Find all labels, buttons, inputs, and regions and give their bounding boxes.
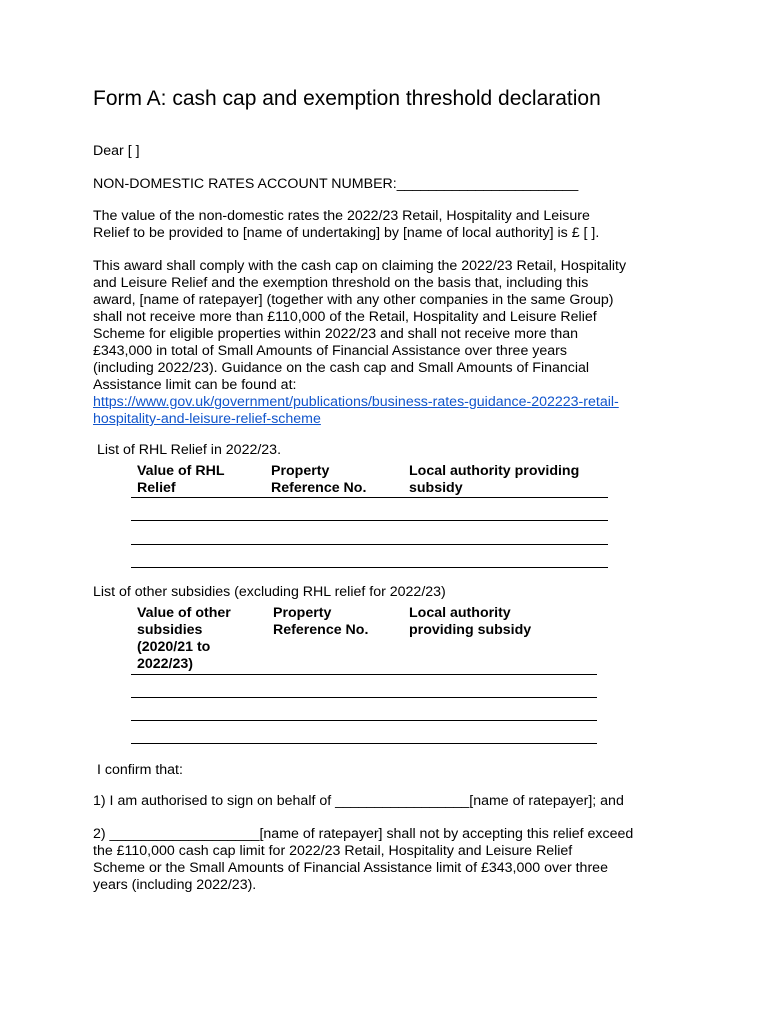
rhl-entry-line[interactable] [131,520,608,521]
award-paragraph-line: award, [name of ratepayer] (together with any other companies in the same Group) [93,292,614,308]
guidance-link-line[interactable]: https://www.gov.uk/government/publications/business-rates-guidance-202223-retail- [93,394,619,410]
rhl-header-rule [131,497,608,498]
value-paragraph-line: Relief to be provided to [name of undertaking] by [name of local authority] is £ [ ]. [93,225,600,241]
header-line: subsidy [409,480,463,496]
award-paragraph-line: Scheme for eligible properties within 2022/23 and shall not receive more than [93,326,579,342]
rhl-header-authority [409,463,579,497]
header-line: subsidies [137,622,203,638]
award-paragraph-line: and Leisure Relief and the exemption threshold on the basis that, including this [93,275,589,291]
rhl-table-caption: List of RHL Relief in 2022/23. [97,442,282,458]
other-table-caption: List of other subsidies (excluding RHL relief for 2022/23) [93,584,446,600]
confirm-statement-1: 1) I am authorised to sign on behalf of _________________[name of ratepayer]; and [93,793,624,809]
confirm-statement-2-line: years (including 2022/23). [93,877,257,893]
award-paragraph-line: £343,000 in total of Small Amounts of Financial Assistance over three years [93,343,567,359]
award-paragraph-line: shall not receive more than £110,000 of the Retail, Hospitality and Leisure Relief [93,309,597,325]
header-line: Reference No. [273,622,369,638]
header-line: (2020/21 to [137,639,211,655]
other-header-property [273,605,368,639]
confirm-statement-2-line: 2) ___________________[name of ratepayer] shall not by accepting this relief exceed [93,826,634,842]
other-entry-line[interactable] [131,743,597,744]
guidance-link[interactable] [93,394,626,428]
header-line: Value of RHL [137,463,225,479]
header-line: Property [271,463,330,479]
header-line: Reference No. [271,480,367,496]
award-paragraph-line: Assistance limit can be found at: [93,377,297,393]
header-line: 2022/23) [137,656,194,672]
award-paragraph-line: This award shall comply with the cash cap on claiming the 2022/23 Retail, Hospitality [93,258,627,274]
header-line: providing subsidy [409,622,532,638]
other-header-authority [409,605,531,639]
value-paragraph [93,208,599,242]
rhl-header-value [137,463,225,497]
header-line: Local authority [409,605,511,621]
header-line: Local authority providing [409,463,580,479]
confirm-intro: I confirm that: [97,762,183,778]
value-paragraph-line: The value of the non-domestic rates the 2022/23 Retail, Hospitality and Leisure [93,208,590,224]
page-title: Form A: cash cap and exemption threshold declaration [93,87,601,110]
confirm-statement-2 [93,826,633,894]
salutation: Dear [ ] [93,143,140,159]
header-line: Value of other [137,605,231,621]
account-number-field: NON-DOMESTIC RATES ACCOUNT NUMBER:_______________________ [93,176,579,192]
header-line: Relief [137,480,176,496]
award-paragraph-line: (including 2022/23). Guidance on the cash cap and Small Amounts of Financial [93,360,590,376]
award-paragraph [93,258,626,428]
confirm-statement-2-line: the £110,000 cash cap limit for 2022/23 Retail, Hospitality and Leisure Relief [93,843,573,859]
other-entry-line[interactable] [131,697,597,698]
confirm-statement-2-line: Scheme or the Small Amounts of Financial Assistance limit of £343,000 over three [93,860,608,876]
rhl-entry-line[interactable] [131,544,608,545]
guidance-link-line[interactable]: hospitality-and-leisure-relief-scheme [93,411,321,427]
other-entry-line[interactable] [131,720,597,721]
rhl-header-property [271,463,366,497]
other-header-value [137,605,231,673]
header-line: Property [273,605,332,621]
rhl-entry-line[interactable] [131,567,608,568]
other-header-rule [131,674,597,675]
